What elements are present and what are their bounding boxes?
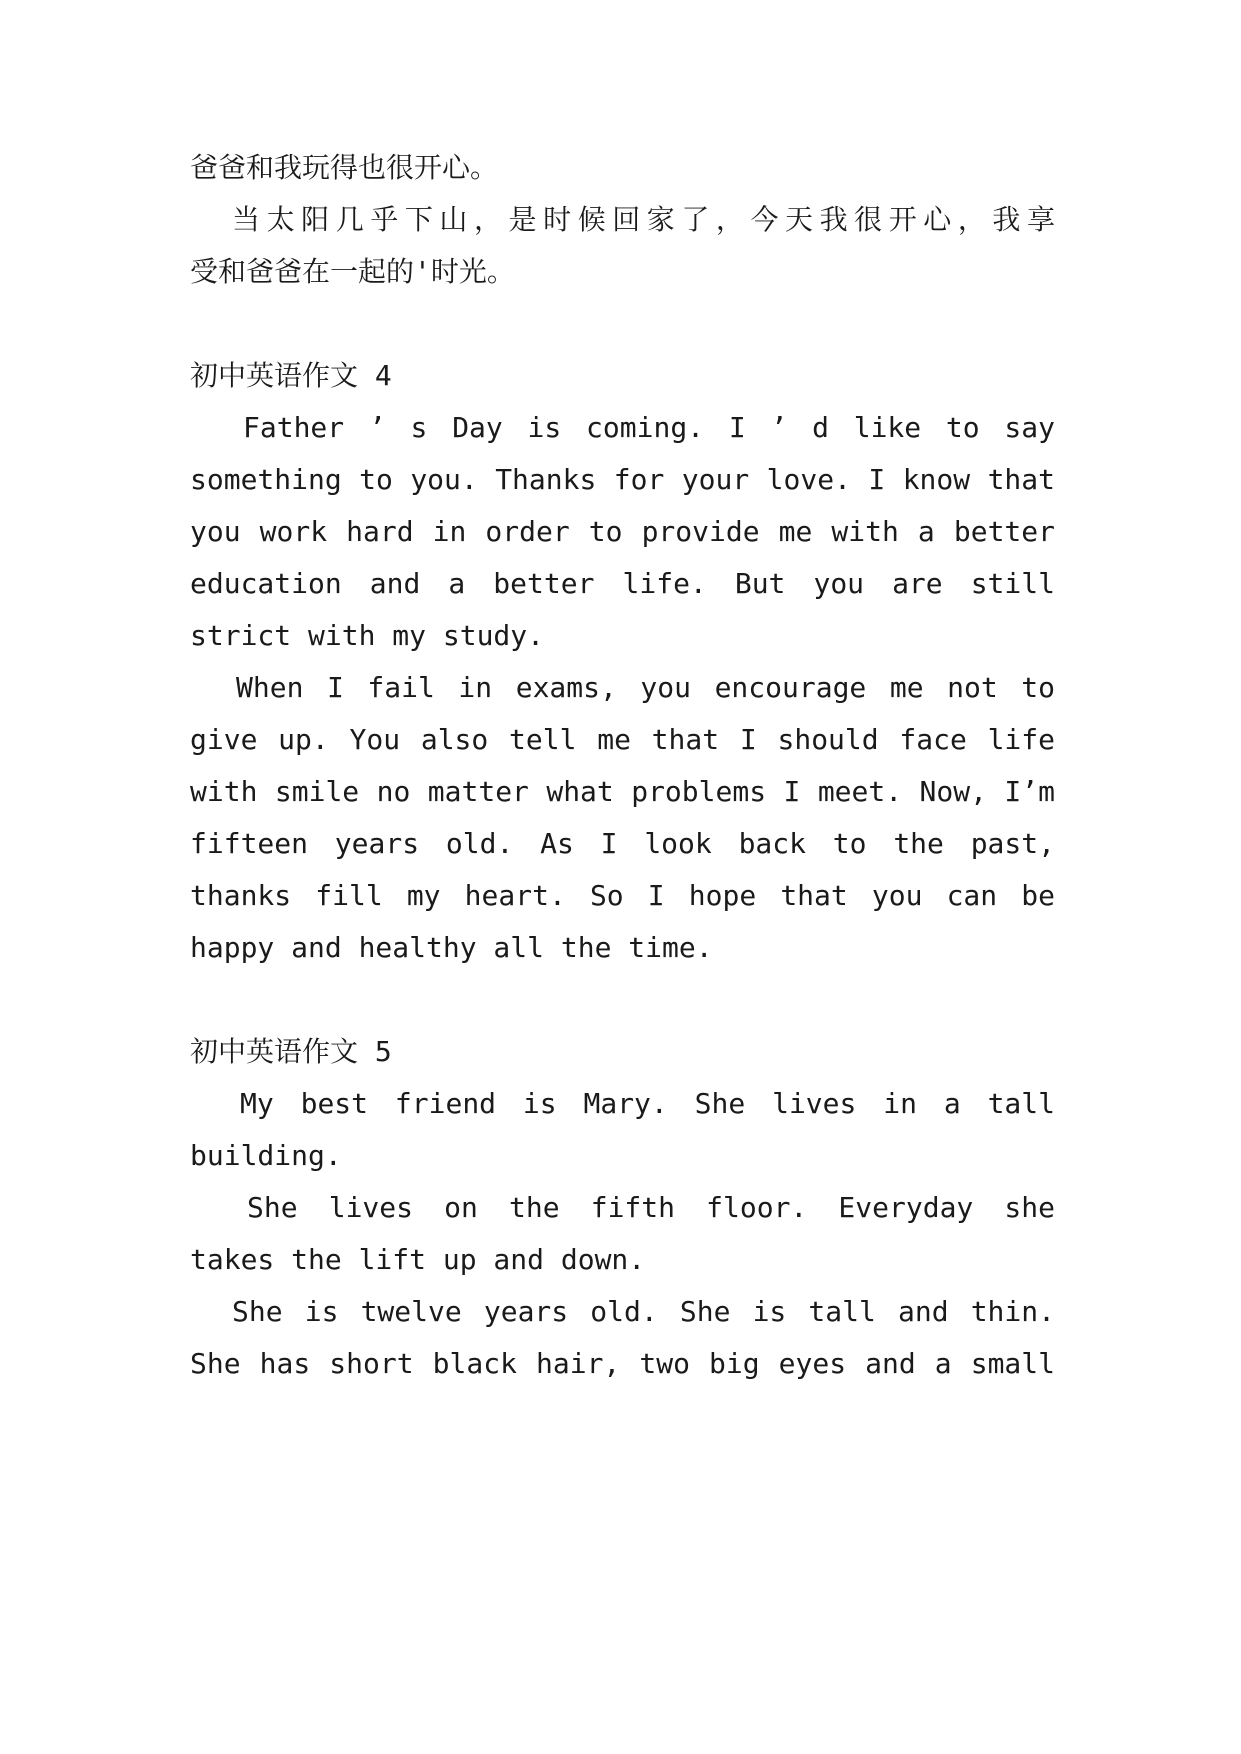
paragraph-line: My best friend is Mary. She lives in a tall (240, 1087, 1055, 1120)
paragraph-line: give up. You also tell me that I should face life (190, 723, 1055, 756)
paragraph-line: education and a better life. But you are still (190, 567, 1055, 600)
paragraph-line: with smile no matter what problems I meet. Now, I’m (190, 775, 1055, 808)
paragraph-line: takes the lift up and down. (190, 1243, 646, 1276)
section-title: 初中英语作文 4 (190, 359, 392, 392)
paragraph-line: 爸爸和我玩得也很开心。 (190, 151, 499, 184)
section-title: 初中英语作文 5 (190, 1035, 392, 1068)
paragraph-line: She is twelve years old. She is tall and thin. (232, 1295, 1055, 1328)
paragraph-line: She has short black hair, two big eyes and a small (190, 1347, 1055, 1380)
paragraph-line: something to you. Thanks for your love. I know that (190, 463, 1055, 496)
paragraph-line: you work hard in order to provide me with a better (190, 515, 1055, 548)
paragraph-line: fifteen years old. As I look back to the past, (190, 827, 1055, 860)
paragraph-line: She lives on the fifth floor. Everyday she (247, 1191, 1055, 1224)
paragraph-line: thanks fill my heart. So I hope that you can be (190, 879, 1055, 912)
paragraph-line: happy and healthy all the time. (190, 931, 713, 964)
paragraph-line: When I fail in exams, you encourage me not to (236, 671, 1055, 704)
paragraph-line: strict with my study. (190, 619, 545, 652)
paragraph-line: building. (190, 1139, 342, 1172)
paragraph-line: 受和爸爸在一起的'时光。 (190, 255, 515, 288)
paragraph-line: 当太阳几乎下山，是时候回家了，今天我很开心，我享 (232, 203, 1055, 236)
paragraph-line: Father ’ s Day is coming. I ’ d like to say (243, 411, 1055, 444)
